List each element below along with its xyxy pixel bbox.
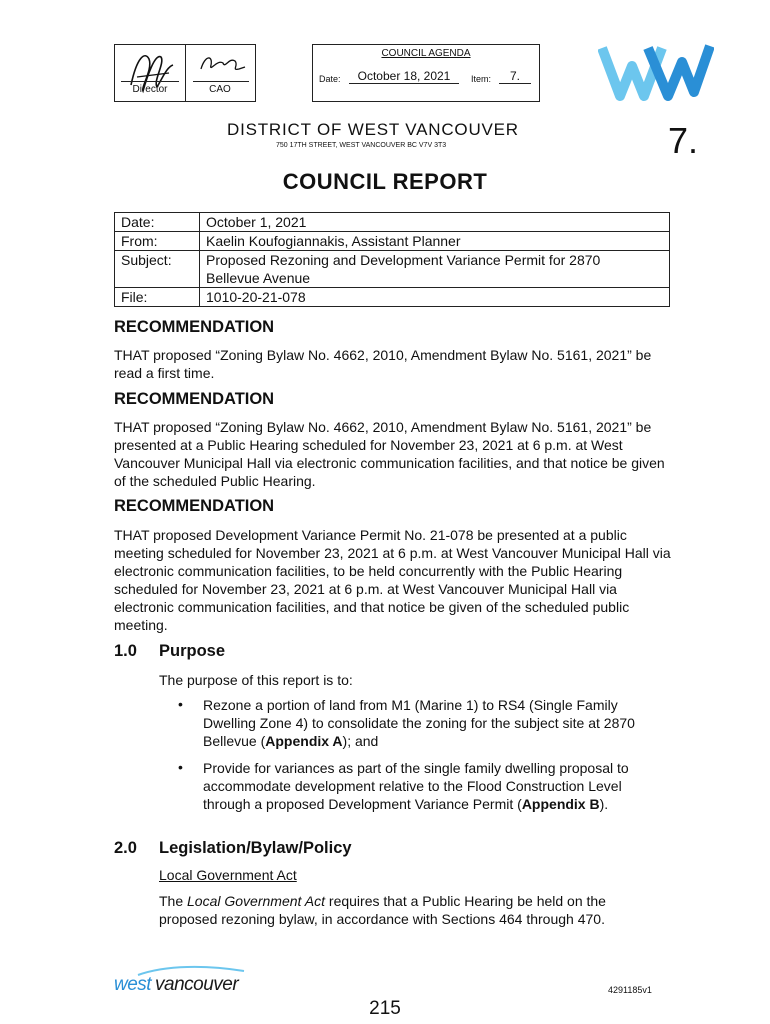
recommendation-text: THAT proposed “Zoning Bylaw No. 4662, 2010, Amendment Bylaw No. 5161, 2021” be read a first time. <box>114 347 652 381</box>
district-address: 750 17TH STREET, WEST VANCOUVER BC V7V 3T3 <box>276 142 447 149</box>
logo-west: west <box>114 974 152 995</box>
cao-sign-line <box>193 81 249 82</box>
meta-row-subject <box>115 251 670 288</box>
signoff-box <box>114 44 256 102</box>
meta-key: Date: <box>115 213 200 232</box>
west-vancouver-logo-icon <box>598 42 714 102</box>
bullet-text: ); and <box>342 733 379 749</box>
meta-key: File: <box>115 288 200 307</box>
meta-key: Subject: <box>115 251 200 288</box>
agenda-date-label: Date: <box>319 74 341 84</box>
bullet-text: ). <box>599 796 609 812</box>
legislation-text-pre: The <box>159 893 188 909</box>
meta-row-date <box>115 213 670 232</box>
item-number: 7. <box>668 120 699 161</box>
meta-value: October 1, 2021 <box>200 213 670 232</box>
section-title: Legislation/Bylaw/Policy <box>159 839 352 857</box>
section-number: 1.0 <box>114 642 137 660</box>
document-id: 4291185v1 <box>608 985 652 995</box>
director-sign-line <box>121 81 179 82</box>
legislation-text <box>159 892 659 928</box>
purpose-intro: The purpose of this report is to: <box>159 672 353 688</box>
director-label: Director <box>132 84 168 95</box>
legislation-text-post: requires that a Public Hearing be held on the proposed rezoning bylaw, in accordance with Sections 464 through 470. <box>159 893 606 927</box>
cao-label: CAO <box>209 84 231 95</box>
page-number: 215 <box>369 998 401 1019</box>
recommendation-heading: RECOMMENDATION <box>114 390 275 408</box>
report-title: COUNCIL REPORT <box>282 169 488 194</box>
appendix-ref: Appendix B <box>521 796 600 812</box>
act-name: Local Government Act <box>187 893 326 909</box>
appendix-ref: Appendix A <box>265 733 343 749</box>
recommendation-heading: RECOMMENDATION <box>114 318 275 336</box>
recommendation-heading: RECOMMENDATION <box>114 497 275 515</box>
section-title: Purpose <box>159 642 226 660</box>
meta-value: Kaelin Koufogiannakis, Assistant Planner <box>200 232 670 251</box>
footer-logo <box>114 965 254 999</box>
agenda-box <box>312 44 540 102</box>
purpose-bullet <box>203 759 663 813</box>
meta-key: From: <box>115 232 200 251</box>
report-meta-table <box>114 212 670 307</box>
purpose-bullet <box>203 696 663 750</box>
subheading: Local Government Act <box>159 867 297 883</box>
recommendation-text: THAT proposed “Zoning Bylaw No. 4662, 2010, Amendment Bylaw No. 5161, 2021” be presented at a Public Hearing scheduled for November 23, 2021 at 6 p.m. at West Vancouver Municipal Hall via electronic communication facilities, and that notice be given of the scheduled Public Hearing. <box>114 419 665 489</box>
meta-row-file <box>115 288 670 307</box>
cao-signature <box>195 49 251 81</box>
section-number: 2.0 <box>114 839 137 857</box>
logo-vancouver: vancouver <box>155 974 239 995</box>
agenda-date-value: October 18, 2021 <box>349 69 459 84</box>
bullet-text: Provide for variances as part of the single family dwelling proposal to accommodate development relative to the Flood Construction Level through a proposed Development Variance Permit ( <box>203 760 629 812</box>
agenda-title: COUNCIL AGENDA <box>381 48 471 59</box>
agenda-item-value: 7. <box>499 69 531 84</box>
bullet-icon: • <box>178 759 183 775</box>
meta-value: 1010-20-21-078 <box>200 288 670 307</box>
bullet-text: Rezone a portion of land from M1 (Marine 1) to RS4 (Single Family Dwelling Zone 4) to consolidate the zoning for the subject site at 2870 Bellevue ( <box>203 697 635 749</box>
district-name: DISTRICT OF WEST VANCOUVER <box>227 120 519 139</box>
recommendation-text: THAT proposed Development Variance Permit No. 21-078 be presented at a public meeting scheduled for November 23, 2021 at 6 p.m. at West Vancouver Municipal Hall via electronic communication facilities, to be held concurrently with the Public Hearing scheduled for November 23, 2021 at 6 p.m. at West Vancouver Municipal Hall via electronic communication facilities, and that notice be given of the scheduled public meeting. <box>114 527 671 633</box>
bullet-icon: • <box>178 696 183 712</box>
meta-row-from <box>115 232 670 251</box>
agenda-item-label: Item: <box>471 74 492 84</box>
meta-value: Proposed Rezoning and Development Variance Permit for 2870 Bellevue Avenue <box>200 251 670 288</box>
